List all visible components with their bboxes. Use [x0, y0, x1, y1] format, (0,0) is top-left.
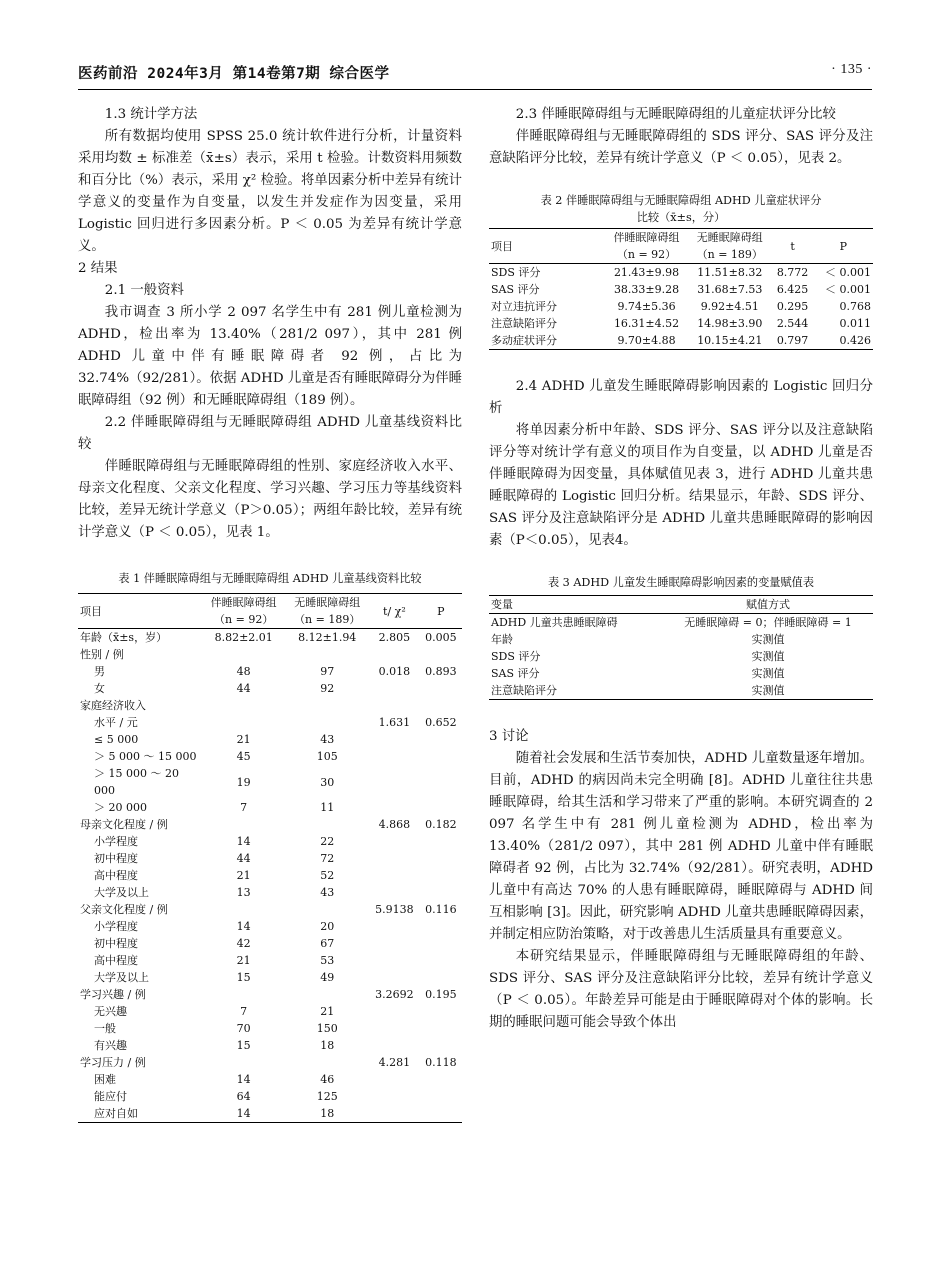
table1-row	[78, 1088, 462, 1105]
table1-row	[78, 901, 462, 918]
running-header	[78, 62, 872, 86]
table1-group2-value	[285, 986, 369, 1003]
table1-group1-value: 42	[236, 937, 251, 950]
table2-t-value: 0.295	[776, 300, 809, 313]
table1-t-value: 3.2692	[375, 988, 414, 1001]
table1-group1-value: 8.82±2.01	[214, 631, 273, 644]
table2-header-group1-n: （n = 92）	[616, 248, 677, 261]
table1-group1-value: 14	[236, 1073, 251, 1086]
table1-row	[78, 867, 462, 884]
table1-row	[78, 1003, 462, 1020]
table1-row	[78, 918, 462, 935]
table1-group1-value: 48	[236, 665, 251, 678]
table1-p-value	[420, 731, 462, 748]
table1-group2-value: 20	[320, 920, 335, 933]
table2-group2-value: 9.92±4.51	[700, 300, 759, 313]
table3-variable: SAS 评分	[491, 667, 540, 680]
table2-row	[489, 315, 873, 332]
table1-label: 学习压力 / 例	[80, 1056, 146, 1069]
table1-label: 年龄（x̄±s，岁）	[80, 631, 168, 644]
table1-caption: 表 1 伴睡眠障碍组与无睡眠障碍组 ADHD 儿童基线资料比较	[118, 572, 422, 585]
table1-p-value: 0.195	[425, 988, 457, 1001]
table3-assignment: 实测值	[751, 650, 785, 663]
table1-group1-value: 15	[236, 1039, 251, 1052]
table1-t-value	[369, 969, 420, 986]
table1-group1-value: 7	[240, 1005, 248, 1018]
table1-group2-value: 67	[320, 937, 335, 950]
table1-group1-value: 14	[236, 835, 251, 848]
table1-group2-value: 46	[320, 1073, 335, 1086]
table1-t-value: 4.868	[378, 818, 411, 831]
section-1-3-paragraph: 所有数据均使用 SPSS 25.0 统计软件进行分析，计量资料采用均数 ± 标准差（x̄±s）表示，采用 t 检验。计数资料用频数和百分比（%）表示，采用 χ² 检验。将单因素分析中差异有统计学意义的变量作为自变量，以发生并发症作为因变量，采用Logistic 回归进行多因素分析。P ＜ 0.05 为差异有统计学意义。	[78, 129, 462, 254]
table2-header-group1: 伴睡眠障碍组	[613, 231, 680, 244]
table3-assignment: 实测值	[751, 684, 785, 697]
table1-group2-value: 11	[320, 801, 335, 814]
table1-row	[78, 1105, 462, 1123]
table1-label: 小学程度	[94, 920, 138, 933]
table1-group1-value	[202, 1054, 285, 1071]
table3-row	[489, 648, 873, 665]
section-1-3-title: 1.3 统计学方法	[104, 107, 198, 122]
table2-label: 注意缺陷评分	[491, 317, 557, 330]
table1-group1-value	[202, 714, 285, 731]
table1-p-value	[420, 969, 462, 986]
table2-row	[489, 264, 873, 282]
table1-t-value	[369, 1105, 420, 1123]
table1-group1-value: 14	[236, 920, 251, 933]
table1-group1-value: 64	[236, 1090, 251, 1103]
table1-group2-value: 21	[320, 1005, 335, 1018]
table1-group1-value: 15	[236, 971, 251, 984]
table1-group1-value: 45	[236, 750, 251, 763]
table1-label: 小学程度	[94, 835, 138, 848]
journal-info: 医药前沿 2024年3月 第14卷第7期 综合医学	[78, 66, 390, 82]
table1-group2-value: 97	[320, 665, 335, 678]
table1-group2-value: 125	[316, 1090, 338, 1103]
table1-p-value	[420, 918, 462, 935]
table1-group1-value	[202, 816, 285, 833]
table1-group2-value: 150	[316, 1022, 338, 1035]
table3-row	[489, 682, 873, 700]
table1-row	[78, 748, 462, 765]
table1-p-value	[420, 1071, 462, 1088]
table1-row	[78, 969, 462, 986]
table2-header-group2: 无睡眠障碍组	[696, 231, 763, 244]
section-3-title: 3 讨论	[489, 729, 529, 744]
table1-row	[78, 765, 462, 799]
table1-group1-value	[202, 646, 285, 663]
table1-p-value	[420, 1105, 462, 1123]
table2-header-item: 项目	[489, 229, 605, 264]
table2-group1-value: 21.43±9.98	[613, 266, 680, 279]
table1-label: 男	[94, 665, 105, 678]
table1-label: ＞ 5 000 ～ 15 000	[94, 750, 197, 763]
table1-body	[78, 629, 462, 1123]
table1-p-value	[420, 833, 462, 850]
table3-caption: 表 3 ADHD 儿童发生睡眠障碍影响因素的变量赋值表	[547, 576, 815, 589]
table1-header-p: P	[420, 594, 462, 629]
table2-label: 多动症状评分	[491, 334, 557, 347]
table1-header-group2-n: （n = 189）	[294, 613, 361, 626]
table1-row	[78, 816, 462, 833]
table2-t-value: 8.772	[776, 266, 809, 279]
table3-variable: SDS 评分	[491, 650, 541, 663]
table3	[489, 595, 873, 700]
table1-t-value	[369, 799, 420, 816]
table1-group1-value: 21	[236, 869, 251, 882]
table1-t-value	[369, 765, 420, 799]
table1-label: 初中程度	[94, 937, 138, 950]
section-3-paragraph-2: 本研究结果显示，伴睡眠障碍组与无睡眠障碍组的年龄、SDS 评分、SAS 评分及注意缺陷评分比较，差异有统计学意义（P ＜ 0.05）。年龄差异可能是由于睡眠障碍对个体的影响。长期的睡眠问题可能会导致个体出	[489, 949, 873, 1030]
table1-t-value	[369, 867, 420, 884]
table1-label: 初中程度	[94, 852, 138, 865]
table2-p-value: 0.426	[839, 334, 871, 347]
table1-label: 能应付	[94, 1090, 127, 1103]
table1-group2-value: 72	[320, 852, 335, 865]
table2-header-group2-n: （n = 189）	[696, 248, 763, 261]
table1-row	[78, 799, 462, 816]
table1-row	[78, 884, 462, 901]
table1-header-item: 项目	[78, 594, 202, 629]
table1-group2-value: 30	[320, 775, 335, 789]
table1-group1-value	[202, 986, 285, 1003]
table1-row	[78, 663, 462, 680]
table2-group2-value: 31.68±7.53	[697, 283, 763, 296]
table1-group2-value: 18	[320, 1039, 335, 1052]
table2-row	[489, 298, 873, 315]
table1-t-value	[369, 646, 420, 663]
table1-label: 无兴趣	[94, 1005, 127, 1018]
table1-t-value	[369, 1003, 420, 1020]
table1	[78, 593, 462, 1123]
table1-group2-value: 105	[316, 750, 338, 763]
table1-p-value: 0.005	[425, 631, 457, 644]
table1-t-value: 2.805	[378, 631, 411, 644]
table1-group1-value: 21	[236, 954, 251, 967]
table1-p-value	[420, 952, 462, 969]
left-column	[78, 104, 462, 1123]
table1-p-value	[420, 935, 462, 952]
table1-row	[78, 952, 462, 969]
table1-row	[78, 1037, 462, 1054]
table1-group2-value	[285, 697, 369, 714]
table2-label: SDS 评分	[491, 266, 541, 279]
table1-p-value	[420, 765, 462, 799]
table2-row	[489, 332, 873, 350]
table1-label: 应对自如	[94, 1107, 138, 1120]
table1-p-value: 0.893	[425, 665, 457, 678]
table1-label: 水平 / 元	[94, 716, 138, 729]
table2	[489, 228, 873, 350]
table1-p-value	[420, 748, 462, 765]
table1-group1-value: 19	[236, 775, 251, 789]
table1-group2-value	[285, 1054, 369, 1071]
table1-label: 女	[94, 682, 105, 695]
table2-p-value: 0.768	[839, 300, 871, 313]
table1-group2-value	[285, 901, 369, 918]
table1-label: 一般	[94, 1022, 116, 1035]
table1-label: ≤ 5 000	[94, 733, 139, 746]
table2-t-value: 0.797	[776, 334, 809, 347]
table1-row	[78, 986, 462, 1003]
table1-header-group1: 伴睡眠障碍组	[210, 596, 277, 609]
table3-row	[489, 614, 873, 632]
table1-t-value	[369, 731, 420, 748]
section-3-paragraph-1: 随着社会发展和生活节奏加快，ADHD 儿童数量逐年增加。目前，ADHD 的病因尚未完全明确 [8]。ADHD 儿童往往共患睡眠障碍，给其生活和学习带来了严重的影响。本研究调查的 2 097 名学生中有 281 例儿童检测为 ADHD，检出率为 13.40%（281/2 097），其中 281 例 ADHD 儿童中伴有睡眠障碍者 92 例，占比为 32.74%（92/281）。研究表明，ADHD 儿童中有高达 70% 的人患有睡眠障碍，睡眠障碍与 ADHD 间互相影响 [3]。因此，研究影响 ADHD 儿童共患睡眠障碍因素，并制定相应防治策略，对于改善患儿生活质量具有重要意义。	[489, 751, 873, 942]
table1-group2-value	[285, 646, 369, 663]
table1-row	[78, 1020, 462, 1037]
table1-header-group2: 无睡眠障碍组	[294, 596, 361, 609]
table1-p-value	[420, 799, 462, 816]
table1-t-value	[369, 1088, 420, 1105]
table3-variable: 注意缺陷评分	[491, 684, 557, 697]
right-column	[489, 104, 873, 1034]
table1-group2-value	[285, 714, 369, 731]
table2-caption-line2: 比较（x̄±s，分）	[636, 211, 726, 224]
table3-body	[489, 614, 873, 700]
table1-row	[78, 714, 462, 731]
table1-p-value	[420, 697, 462, 714]
table1-row	[78, 1054, 462, 1071]
table2-group2-value: 11.51±8.32	[697, 266, 763, 279]
table1-label: 家庭经济收入	[80, 699, 146, 712]
table2-p-value: 0.011	[839, 317, 871, 330]
table1-label: 母亲文化程度 / 例	[80, 818, 168, 831]
table1-row	[78, 850, 462, 867]
table1-row	[78, 680, 462, 697]
table1-label: 大学及以上	[94, 886, 149, 899]
table1-t-value	[369, 697, 420, 714]
table1-group2-value: 49	[320, 971, 335, 984]
table1-t-value: 0.018	[378, 665, 411, 678]
table3-row	[489, 665, 873, 682]
table1-p-value	[420, 1037, 462, 1054]
table1-row	[78, 731, 462, 748]
table1-row	[78, 646, 462, 663]
section-2-title: 2 结果	[78, 261, 118, 276]
section-2-4-paragraph: 将单因素分析中年龄、SDS 评分、SAS 评分以及注意缺陷评分等对统计学有意义的项目作为自变量，以 ADHD 儿童是否伴睡眠障碍为因变量，具体赋值见表 3，进行 ADHD 儿童共患睡眠障碍的 Logistic 回归分析。结果显示，年龄、SDS 评分、SAS 评分及注意缺陷评分是 ADHD 儿童共患睡眠障碍的影响因素（P＜0.05），见表4。	[489, 423, 873, 548]
table1-group1-value: 44	[236, 682, 251, 695]
table2-t-value: 2.544	[776, 317, 809, 330]
table3-assignment: 实测值	[751, 633, 785, 646]
table1-t-value: 1.631	[378, 716, 411, 729]
table2-group1-value: 9.74±5.36	[617, 300, 676, 313]
table1-t-value	[369, 1071, 420, 1088]
header-rule	[78, 89, 872, 90]
table3-assignment: 实测值	[751, 667, 785, 680]
table3-row	[489, 631, 873, 648]
table1-t-value	[369, 1020, 420, 1037]
table1-label: 性别 / 例	[80, 648, 124, 661]
table1-p-value	[420, 850, 462, 867]
table2-row	[489, 281, 873, 298]
table1-t-value: 5.9138	[375, 903, 414, 916]
table1-group2-value: 43	[320, 886, 335, 899]
table2-group1-value: 9.70±4.88	[617, 334, 676, 347]
table3-variable: ADHD 儿童共患睡眠障碍	[491, 616, 618, 629]
table1-p-value	[420, 680, 462, 697]
section-2-3-title: 2.3 伴睡眠障碍组与无睡眠障碍组的儿童症状评分比较	[515, 107, 836, 122]
table1-group2-value: 92	[320, 682, 335, 695]
table1-p-value	[420, 867, 462, 884]
table1-group2-value: 8.12±1.94	[298, 631, 357, 644]
table1-label: 父亲文化程度 / 例	[80, 903, 168, 916]
table1-t-value	[369, 918, 420, 935]
table2-header-p: P	[814, 229, 873, 264]
table1-p-value: 0.182	[425, 818, 457, 831]
table2-group1-value: 16.31±4.52	[613, 317, 680, 330]
table1-group2-value: 53	[320, 954, 335, 967]
table1-label: 学习兴趣 / 例	[80, 988, 146, 1001]
section-2-1-title: 2.1 一般资料	[104, 283, 184, 298]
table1-p-value: 0.652	[425, 716, 457, 729]
table1-group1-value	[202, 697, 285, 714]
table1-header-t: t/ χ²	[369, 594, 420, 629]
table3-header-assignment: 赋值方式	[746, 598, 790, 611]
table1-group2-value: 18	[320, 1107, 335, 1120]
table1-group2-value: 22	[320, 835, 335, 848]
table1-group1-value: 21	[236, 733, 251, 746]
table1-t-value	[369, 680, 420, 697]
section-2-4-title: 2.4 ADHD 儿童发生睡眠障碍影响因素的 Logistic 回归分析	[489, 379, 873, 416]
table2-label: 对立违抗评分	[491, 300, 557, 313]
table1-group1-value	[202, 901, 285, 918]
table1-t-value	[369, 1037, 420, 1054]
table1-t-value	[369, 850, 420, 867]
table2-body	[489, 264, 873, 350]
table3-variable: 年龄	[491, 633, 513, 646]
table1-group1-value: 14	[236, 1107, 251, 1120]
table2-p-value: ＜ 0.001	[825, 266, 871, 279]
table2-caption: 表 2 伴睡眠障碍组与无睡眠障碍组 ADHD 儿童症状评分	[540, 194, 822, 207]
table1-p-value	[420, 646, 462, 663]
table1-t-value	[369, 833, 420, 850]
table1-t-value	[369, 952, 420, 969]
table1-group1-value: 70	[236, 1022, 251, 1035]
table1-p-value	[420, 884, 462, 901]
table1-group1-value: 44	[236, 852, 251, 865]
table1-row	[78, 1071, 462, 1088]
table1-row	[78, 629, 462, 647]
table1-p-value	[420, 1020, 462, 1037]
table1-t-value	[369, 748, 420, 765]
table2-group2-value: 10.15±4.21	[697, 334, 763, 347]
table1-label: 大学及以上	[94, 971, 149, 984]
page-number: · 135 ·	[831, 62, 872, 77]
table3-assignment: 无睡眠障碍 = 0；伴睡眠障碍 = 1	[684, 616, 852, 629]
table1-p-value: 0.118	[425, 1056, 457, 1069]
table1-label: 高中程度	[94, 954, 138, 967]
table1-p-value	[420, 1088, 462, 1105]
table2-header-t: t	[772, 229, 814, 264]
table1-label: ＞ 20 000	[94, 801, 147, 814]
table1-label: 有兴趣	[94, 1039, 127, 1052]
table1-label: ＞ 15 000 ～ 20 000	[94, 767, 179, 797]
section-2-3-paragraph: 伴睡眠障碍组与无睡眠障碍组的 SDS 评分、SAS 评分及注意缺陷评分比较，差异有统计学意义（P ＜ 0.05），见表 2。	[489, 129, 873, 166]
table2-group2-value: 14.98±3.90	[697, 317, 763, 330]
table1-t-value	[369, 935, 420, 952]
table2-label: SAS 评分	[491, 283, 540, 296]
table1-row	[78, 833, 462, 850]
table1-t-value	[369, 884, 420, 901]
section-2-2-paragraph: 伴睡眠障碍组与无睡眠障碍组的性别、家庭经济收入水平、母亲文化程度、父亲文化程度、学习兴趣、学习压力等基线资料比较，差异无统计学意义（P＞0.05）；两组年龄比较，差异有统计学意义（P ＜ 0.05），见表 1。	[78, 459, 462, 540]
table1-p-value	[420, 1003, 462, 1020]
table1-group2-value: 52	[320, 869, 335, 882]
section-2-1-paragraph: 我市调查 3 所小学 2 097 名学生中有 281 例儿童检测为 ADHD，检出率为 13.40%（281/2 097），其中 281 例 ADHD 儿童中伴有睡眠障碍者 92 例，占比为 32.74%（92/281）。依据 ADHD 儿童是否有睡眠障碍分为伴睡眠障碍组（92 例）和无睡眠障碍组（189 例）。	[78, 305, 462, 408]
table3-header-variable: 变量	[491, 598, 513, 611]
table2-p-value: ＜ 0.001	[825, 283, 871, 296]
table1-label: 高中程度	[94, 869, 138, 882]
table1-header-group1-n: （n = 92）	[214, 613, 274, 626]
table1-p-value: 0.116	[425, 903, 457, 916]
section-2-2-title: 2.2 伴睡眠障碍组与无睡眠障碍组 ADHD 儿童基线资料比较	[78, 415, 462, 452]
table1-group1-value: 7	[240, 801, 248, 814]
table1-group1-value: 13	[236, 886, 251, 899]
table1-t-value: 4.281	[378, 1056, 411, 1069]
table2-group1-value: 38.33±9.28	[613, 283, 680, 296]
table1-label: 困难	[94, 1073, 116, 1086]
table1-row	[78, 935, 462, 952]
table1-group2-value: 43	[320, 733, 335, 746]
table1-group2-value	[285, 816, 369, 833]
table1-row	[78, 697, 462, 714]
table2-t-value: 6.425	[776, 283, 809, 296]
